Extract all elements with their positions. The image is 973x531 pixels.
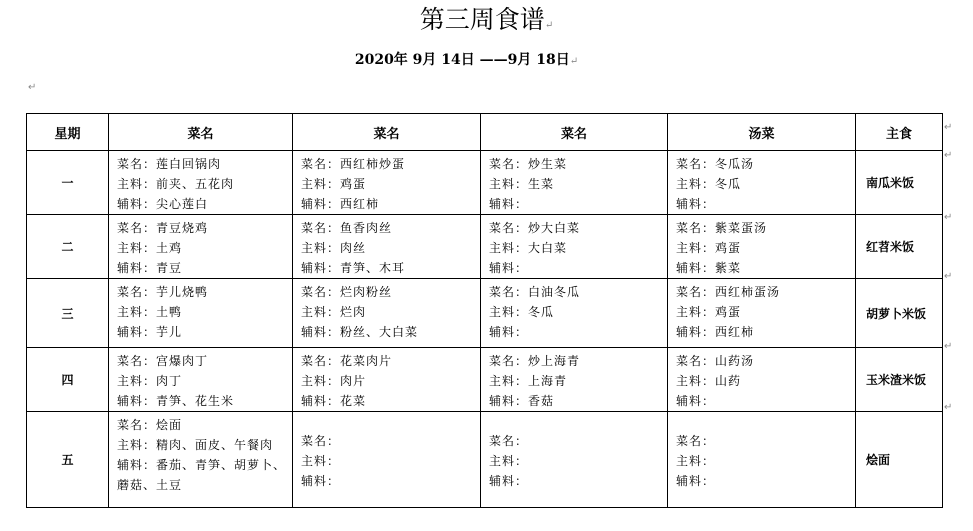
weekday-cell: 二	[27, 215, 109, 279]
row-end-mark-icon: ↵	[944, 341, 953, 352]
dish-cell: 菜名：鱼香肉丝 主料：肉丝 辅料：青笋、木耳	[293, 215, 481, 279]
staple-cell: 烩面	[856, 412, 943, 508]
dish-cell: 菜名：炒上海青 主料：上海青 辅料：香菇	[481, 348, 668, 412]
dish-cell: 菜名：炒生菜 主料：生菜 辅料：	[481, 151, 668, 215]
dish-cell: 菜名：宫爆肉丁 主料：肉丁 辅料：青笋、花生米	[109, 348, 293, 412]
dish-cell: 菜名：炒大白菜 主料：大白菜 辅料：	[481, 215, 668, 279]
header-dish-3: 菜名	[481, 114, 668, 151]
row-end-mark-icon: ↵	[944, 402, 953, 413]
header-staple: 主食	[856, 114, 943, 151]
dish-cell: 菜名：白油冬瓜 主料：冬瓜 辅料：	[481, 279, 668, 348]
dish-cell: 菜名：花菜肉片 主料：肉片 辅料：花菜	[293, 348, 481, 412]
staple-cell: 玉米渣米饭	[856, 348, 943, 412]
header-dish-2: 菜名	[293, 114, 481, 151]
table-row	[27, 348, 943, 412]
dish-cell: 菜名：烩面 主料：精肉、面皮、午餐肉 辅料：番茄、青笋、胡萝卜、蘑菇、土豆	[109, 412, 293, 508]
dish-cell: 菜名：莲白回锅肉 主料：前夹、五花肉 辅料：尖心莲白	[109, 151, 293, 215]
soup-cell: 菜名：冬瓜汤 主料：冬瓜 辅料：	[668, 151, 856, 215]
row-end-mark-icon: ↵	[944, 150, 953, 161]
dish-cell: 菜名：青豆烧鸡 主料：土鸡 辅料：青豆	[109, 215, 293, 279]
page-title: 第三周食谱↵	[419, 5, 554, 34]
table-row	[27, 279, 943, 348]
soup-cell: 菜名： 主料： 辅料：	[668, 412, 856, 508]
soup-cell: 菜名：紫菜蛋汤 主料：鸡蛋 辅料：紫菜	[668, 215, 856, 279]
table-row	[27, 412, 943, 508]
row-end-mark-icon: ↵	[944, 212, 953, 223]
table-row	[27, 215, 943, 279]
paragraph-mark-icon: ↵	[28, 82, 37, 93]
dish-cell: 菜名：芋儿烧鸭 主料：土鸭 辅料：芋儿	[109, 279, 293, 348]
header-weekday: 星期	[27, 114, 109, 151]
staple-cell: 红苕米饭	[856, 215, 943, 279]
weekly-menu-table	[26, 113, 943, 508]
header-dish-1: 菜名	[109, 114, 293, 151]
dish-cell: 菜名： 主料： 辅料：	[481, 412, 668, 508]
header-soup: 汤菜	[668, 114, 856, 151]
paragraph-mark-icon: ↵	[544, 20, 554, 31]
dish-cell: 菜名：烂肉粉丝 主料：烂肉 辅料：粉丝、大白菜	[293, 279, 481, 348]
table-row	[27, 151, 943, 215]
soup-cell: 菜名：西红柿蛋汤 主料：鸡蛋 辅料：西红柿	[668, 279, 856, 348]
dish-cell: 菜名： 主料： 辅料：	[293, 412, 481, 508]
staple-cell: 胡萝卜米饭	[856, 279, 943, 348]
weekday-cell: 五	[27, 412, 109, 508]
paragraph-mark-icon: ↵	[569, 56, 579, 67]
weekday-cell: 四	[27, 348, 109, 412]
staple-cell: 南瓜米饭	[856, 151, 943, 215]
date-range: 2020年 9月 14日 ——9月 18日↵	[354, 52, 579, 68]
weekday-cell: 三	[27, 279, 109, 348]
header-row	[27, 114, 943, 151]
weekday-cell: 一	[27, 151, 109, 215]
soup-cell: 菜名：山药汤 主料：山药 辅料：	[668, 348, 856, 412]
dish-cell: 菜名：西红柿炒蛋 主料：鸡蛋 辅料：西红柿	[293, 151, 481, 215]
row-end-mark-icon: ↵	[944, 271, 953, 282]
row-end-mark-icon: ↵	[944, 122, 953, 133]
